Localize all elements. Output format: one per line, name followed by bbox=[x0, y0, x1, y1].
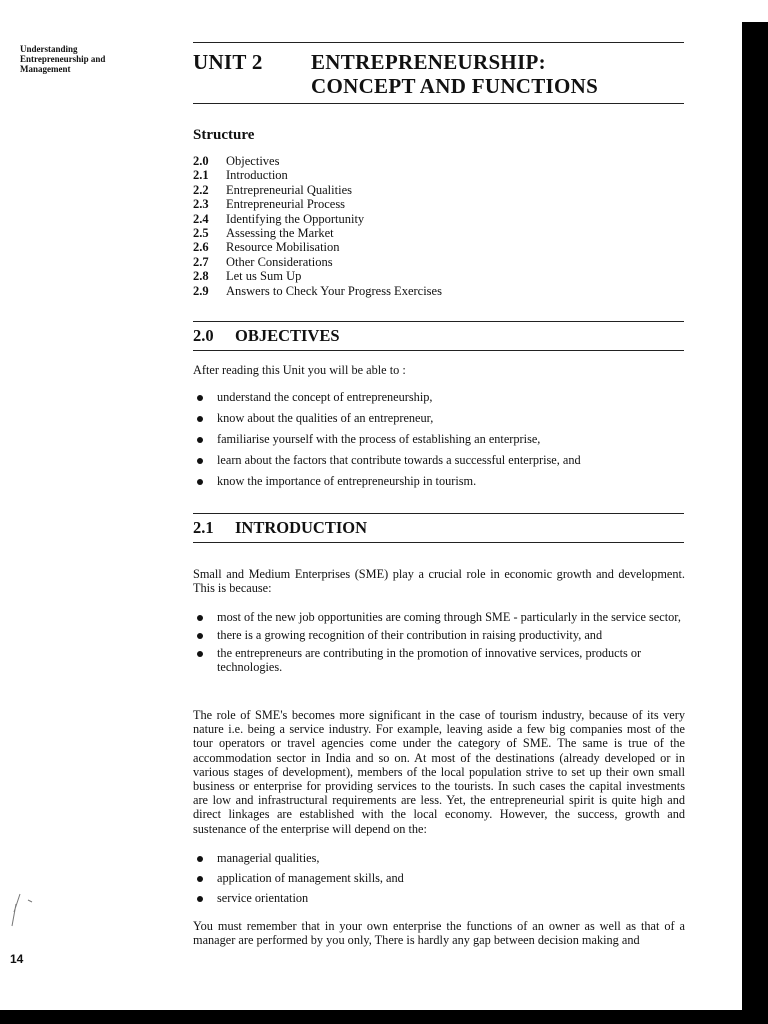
running-header-line: Management bbox=[20, 64, 71, 74]
bullet-icon bbox=[197, 615, 203, 621]
running-header bbox=[20, 44, 105, 74]
bullet-icon bbox=[197, 458, 203, 464]
list-item-text: know about the qualities of an entrepreneur, bbox=[217, 411, 434, 425]
title-bottom-rule bbox=[193, 103, 684, 104]
closing-paragraph: You must remember that in your own enterprise the functions of an owner as well as that of a manager are performed by you only, There is hardly any gap between decision making and bbox=[193, 919, 685, 948]
running-header-line: Understanding bbox=[20, 44, 78, 54]
list-item bbox=[193, 871, 685, 885]
structure-item-label: Let us Sum Up bbox=[226, 269, 302, 284]
section-top-rule bbox=[193, 321, 684, 322]
structure-item bbox=[193, 255, 442, 269]
structure-item bbox=[193, 284, 442, 298]
list-item bbox=[193, 646, 685, 674]
unit-title-line: CONCEPT AND FUNCTIONS bbox=[311, 74, 599, 98]
structure-item bbox=[193, 240, 442, 254]
list-item-text: know the importance of entrepreneurship in tourism. bbox=[217, 474, 477, 488]
skills-list bbox=[193, 851, 685, 905]
structure-item-label: Entrepreneurial Process bbox=[226, 197, 346, 212]
objectives-intro: After reading this Unit you will be able to : bbox=[193, 363, 406, 377]
section-top-rule bbox=[193, 513, 684, 514]
scan-border-notch bbox=[734, 0, 768, 22]
scan-border-bottom bbox=[0, 1010, 768, 1024]
running-header-line: Entrepreneurship and bbox=[20, 54, 106, 64]
structure-item-number: 2.9 bbox=[193, 283, 209, 298]
structure-item-number: 2.6 bbox=[193, 240, 209, 255]
structure-item-number: 2.3 bbox=[193, 197, 209, 212]
structure-item bbox=[193, 212, 442, 226]
section-bottom-rule bbox=[193, 350, 684, 351]
list-item-text: most of the new job opportunities are coming through SME - particularly in the service sector, bbox=[217, 610, 681, 624]
section-bottom-rule bbox=[193, 542, 684, 543]
list-item bbox=[193, 891, 685, 905]
page-number: 14 bbox=[10, 952, 24, 966]
structure-item-number: 2.1 bbox=[193, 168, 209, 183]
list-item-text: there is a growing recognition of their contribution in raising productivity, and bbox=[217, 628, 603, 642]
structure-list bbox=[193, 154, 442, 298]
list-item-text: managerial qualities, bbox=[217, 851, 320, 865]
list-item bbox=[193, 411, 685, 425]
structure-item-label: Answers to Check Your Progress Exercises bbox=[226, 283, 442, 298]
structure-item-label: Entrepreneurial Qualities bbox=[226, 182, 352, 197]
unit-number: UNIT 2 bbox=[193, 50, 263, 74]
structure-item-label: Resource Mobilisation bbox=[226, 240, 340, 255]
structure-item bbox=[193, 154, 442, 168]
structure-item bbox=[193, 197, 442, 211]
structure-item bbox=[193, 269, 442, 283]
section-number: 2.0 bbox=[193, 326, 214, 345]
bullet-icon bbox=[197, 395, 203, 401]
bullet-icon bbox=[197, 876, 203, 882]
structure-item bbox=[193, 226, 442, 240]
list-item bbox=[193, 474, 685, 488]
structure-item-number: 2.0 bbox=[193, 154, 209, 168]
structure-item-label: Identifying the Opportunity bbox=[226, 211, 365, 226]
structure-item-number: 2.2 bbox=[193, 182, 209, 197]
bullet-icon bbox=[197, 437, 203, 443]
structure-item-label: Other Considerations bbox=[226, 254, 333, 269]
list-item-text: the entrepreneurs are contributing in the promotion of innovative services, products or technologies. bbox=[217, 646, 642, 674]
bullet-icon bbox=[197, 856, 203, 862]
intro-list bbox=[193, 610, 685, 674]
intro-paragraph: Small and Medium Enterprises (SME) play a crucial role in economic growth and development. This is because: bbox=[193, 567, 685, 596]
list-item bbox=[193, 432, 685, 446]
title-top-rule bbox=[193, 42, 684, 43]
list-item bbox=[193, 628, 685, 642]
structure-item-label: Introduction bbox=[226, 168, 288, 183]
section-title: OBJECTIVES bbox=[235, 326, 340, 345]
structure-item-number: 2.8 bbox=[193, 269, 209, 284]
structure-item-label: Assessing the Market bbox=[226, 226, 334, 241]
scan-border-right bbox=[742, 0, 768, 1024]
pencil-mark-icon bbox=[8, 890, 38, 940]
structure-heading: Structure bbox=[193, 127, 255, 143]
unit-title bbox=[311, 50, 598, 98]
section-title: INTRODUCTION bbox=[235, 518, 368, 537]
list-item bbox=[193, 390, 685, 404]
structure-item-number: 2.4 bbox=[193, 211, 209, 226]
structure-item-number: 2.5 bbox=[193, 226, 209, 241]
bullet-icon bbox=[197, 479, 203, 485]
list-item-text: application of management skills, and bbox=[217, 871, 404, 885]
list-item bbox=[193, 851, 685, 865]
section-number: 2.1 bbox=[193, 518, 214, 537]
list-item-text: understand the concept of entrepreneurship, bbox=[217, 390, 433, 404]
list-item bbox=[193, 610, 685, 624]
list-item bbox=[193, 453, 685, 467]
structure-item-label: Objectives bbox=[226, 154, 280, 168]
list-item-text: service orientation bbox=[217, 891, 309, 905]
structure-item bbox=[193, 183, 442, 197]
bullet-icon bbox=[197, 651, 203, 657]
list-item-text: learn about the factors that contribute towards a successful enterprise, and bbox=[217, 453, 581, 467]
structure-item-number: 2.7 bbox=[193, 254, 209, 269]
structure-item bbox=[193, 168, 442, 182]
list-item-text: familiarise yourself with the process of establishing an enterprise, bbox=[217, 432, 541, 446]
bullet-icon bbox=[197, 896, 203, 902]
unit-title-line: ENTREPRENEURSHIP: bbox=[311, 50, 546, 74]
objectives-list bbox=[193, 390, 685, 488]
body-paragraph: The role of SME's becomes more significant in the case of tourism industry, because of its very nature i.e. being a service industry. For example, leaving aside a few big companies most of the tour operators or travel agencies come under the category of SME. The same is true of the accommodation sector in India and so on. At most of the destinations (already developed or in various stages of development), members of the local population strive to set up their own small business or enterprise for providing services to the tourists. In such cases the capital investments are low and infrastructural requirements are less. Yet, the entrepreneurial spirit is quite high and direct linkages are established with the local economy. However, the success, growth and sustenance of the enterprise will depend on the: bbox=[193, 708, 685, 836]
section-heading-objectives bbox=[193, 326, 340, 346]
bullet-icon bbox=[197, 633, 203, 639]
bullet-icon bbox=[197, 416, 203, 422]
section-heading-introduction bbox=[193, 518, 367, 538]
